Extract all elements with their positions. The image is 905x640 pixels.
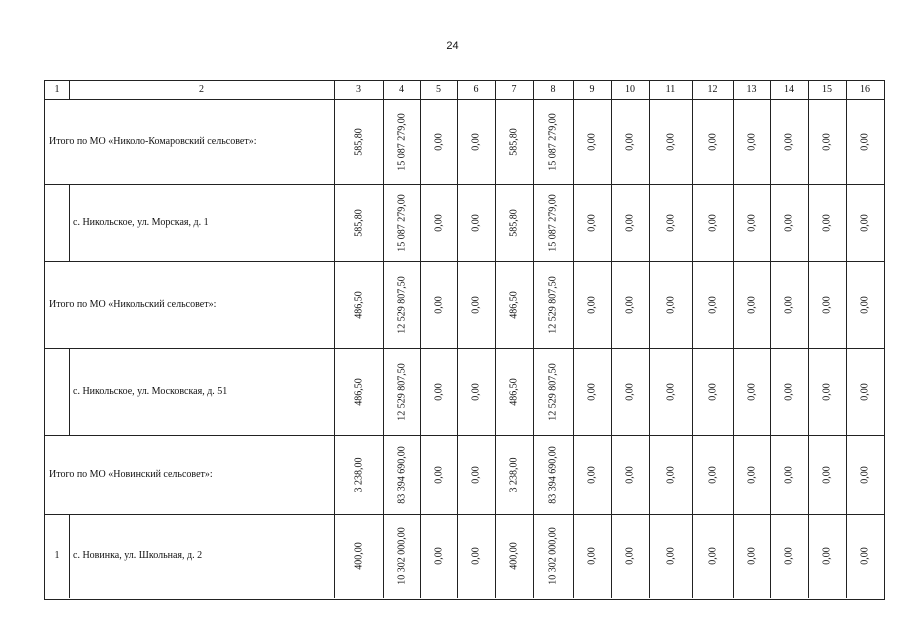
column-header-2: 2 bbox=[199, 84, 204, 95]
row-number: 1 bbox=[54, 550, 60, 561]
value-cell: 0,00 bbox=[433, 382, 444, 401]
value-cell: 12 529 807,50 bbox=[547, 362, 559, 421]
col-divider bbox=[420, 514, 421, 598]
value-cell: 585,80 bbox=[508, 208, 520, 237]
col-divider bbox=[334, 99, 335, 184]
col-divider bbox=[383, 184, 384, 261]
row-divider bbox=[45, 184, 884, 185]
col-divider bbox=[846, 261, 847, 348]
col-divider bbox=[495, 184, 496, 261]
value-cell: 0,00 bbox=[707, 132, 718, 151]
column-header-11: 11 bbox=[665, 84, 676, 95]
col-divider bbox=[334, 348, 335, 435]
col-divider bbox=[692, 99, 693, 184]
col-divider bbox=[383, 261, 384, 348]
value-cell: 3 238,00 bbox=[353, 457, 364, 492]
value-cell: 0,00 bbox=[783, 547, 795, 565]
value-cell: 0,00 bbox=[665, 295, 676, 314]
col-divider bbox=[334, 184, 335, 261]
col-divider bbox=[533, 184, 534, 261]
col-divider bbox=[649, 348, 650, 435]
value-cell: 0,00 bbox=[746, 465, 757, 484]
col-divider bbox=[457, 348, 458, 435]
col-divider bbox=[808, 261, 809, 348]
value-cell: 0,00 bbox=[624, 382, 636, 401]
value-cell: 0,00 bbox=[470, 213, 482, 232]
col-divider bbox=[573, 184, 574, 261]
value-cell: 0,00 bbox=[859, 382, 871, 401]
col-divider bbox=[733, 348, 734, 435]
col-divider bbox=[611, 184, 612, 261]
col-divider bbox=[383, 435, 384, 514]
col-divider bbox=[770, 99, 771, 184]
col-divider bbox=[573, 514, 574, 598]
col-divider bbox=[69, 348, 70, 435]
value-cell: 0,00 bbox=[746, 132, 757, 151]
col-divider bbox=[69, 184, 70, 261]
col-divider bbox=[334, 514, 335, 598]
col-divider bbox=[733, 261, 734, 348]
value-cell: 0,00 bbox=[821, 213, 833, 232]
value-cell: 0,00 bbox=[665, 547, 676, 565]
value-cell: 0,00 bbox=[624, 547, 636, 565]
col-divider bbox=[611, 435, 612, 514]
col-divider bbox=[770, 184, 771, 261]
value-cell: 12 529 807,50 bbox=[396, 362, 407, 421]
value-cell: 0,00 bbox=[821, 295, 833, 314]
col-divider bbox=[808, 514, 809, 598]
col-divider bbox=[533, 99, 534, 184]
col-divider bbox=[334, 261, 335, 348]
value-cell: 12 529 807,50 bbox=[396, 275, 407, 334]
value-cell: 0,00 bbox=[586, 382, 598, 401]
value-cell: 0,00 bbox=[433, 132, 444, 151]
col-divider bbox=[649, 514, 650, 598]
column-header-1: 1 bbox=[54, 84, 60, 95]
column-header-7: 7 bbox=[511, 84, 517, 95]
value-cell: 83 394 690,00 bbox=[396, 445, 407, 504]
value-cell: 0,00 bbox=[707, 213, 718, 232]
value-cell: 486,50 bbox=[508, 377, 520, 406]
value-cell: 0,00 bbox=[859, 132, 871, 151]
value-cell: 0,00 bbox=[586, 295, 598, 314]
value-cell: 0,00 bbox=[821, 382, 833, 401]
value-cell: 0,00 bbox=[624, 213, 636, 232]
col-divider bbox=[649, 261, 650, 348]
value-cell: 0,00 bbox=[665, 132, 676, 151]
page-number: 24 bbox=[446, 40, 459, 52]
col-divider bbox=[420, 348, 421, 435]
value-cell: 0,00 bbox=[586, 132, 598, 151]
col-divider bbox=[457, 99, 458, 184]
value-cell: 0,00 bbox=[433, 465, 444, 484]
value-cell: 0,00 bbox=[470, 295, 482, 314]
column-header-4: 4 bbox=[399, 84, 404, 95]
col-divider bbox=[533, 514, 534, 598]
col-divider bbox=[420, 435, 421, 514]
col-divider bbox=[611, 99, 612, 184]
value-cell: 486,50 bbox=[508, 290, 520, 319]
row-divider bbox=[45, 99, 884, 100]
column-header-14: 14 bbox=[784, 84, 794, 95]
value-cell: 585,80 bbox=[508, 127, 520, 156]
col-divider bbox=[649, 99, 650, 184]
row-divider bbox=[45, 435, 884, 436]
value-cell: 0,00 bbox=[665, 382, 676, 401]
value-cell: 10 302 000,00 bbox=[396, 527, 407, 585]
col-divider bbox=[733, 99, 734, 184]
col-divider bbox=[383, 514, 384, 598]
col-divider bbox=[573, 99, 574, 184]
column-header-9: 9 bbox=[589, 84, 595, 95]
value-cell: 15 087 279,00 bbox=[547, 112, 559, 171]
col-divider bbox=[692, 348, 693, 435]
col-divider bbox=[495, 435, 496, 514]
column-header-5: 5 bbox=[436, 84, 441, 95]
col-divider bbox=[611, 348, 612, 435]
value-cell: 0,00 bbox=[433, 213, 444, 232]
value-cell: 585,80 bbox=[353, 208, 364, 237]
value-cell: 0,00 bbox=[665, 213, 676, 232]
col-divider bbox=[692, 184, 693, 261]
col-divider bbox=[770, 348, 771, 435]
col-divider bbox=[733, 435, 734, 514]
data-table bbox=[44, 80, 885, 600]
value-cell: 3 238,00 bbox=[508, 457, 520, 492]
col-divider bbox=[573, 261, 574, 348]
value-cell: 486,50 bbox=[353, 290, 364, 319]
value-cell: 0,00 bbox=[746, 547, 757, 565]
col-divider bbox=[495, 99, 496, 184]
value-cell: 0,00 bbox=[470, 132, 482, 151]
value-cell: 0,00 bbox=[746, 382, 757, 401]
value-cell: 0,00 bbox=[586, 213, 598, 232]
value-cell: 0,00 bbox=[783, 295, 795, 314]
value-cell: 0,00 bbox=[433, 547, 444, 565]
value-cell: 0,00 bbox=[707, 295, 718, 314]
value-cell: 0,00 bbox=[783, 382, 795, 401]
value-cell: 0,00 bbox=[746, 295, 757, 314]
value-cell: 0,00 bbox=[783, 213, 795, 232]
col-divider bbox=[420, 99, 421, 184]
col-divider bbox=[770, 514, 771, 598]
column-header-3: 3 bbox=[356, 84, 361, 95]
col-divider bbox=[457, 435, 458, 514]
total-row-label: Итого по МО «Никольский сельсовет»: bbox=[49, 298, 217, 310]
col-divider bbox=[692, 435, 693, 514]
col-divider bbox=[495, 514, 496, 598]
value-cell: 0,00 bbox=[783, 465, 795, 484]
value-cell: 12 529 807,50 bbox=[547, 275, 559, 334]
value-cell: 0,00 bbox=[821, 547, 833, 565]
value-cell: 15 087 279,00 bbox=[547, 193, 559, 252]
value-cell: 0,00 bbox=[470, 465, 482, 484]
col-divider bbox=[383, 348, 384, 435]
col-divider bbox=[383, 99, 384, 184]
col-divider bbox=[573, 348, 574, 435]
col-divider bbox=[420, 184, 421, 261]
value-cell: 0,00 bbox=[746, 213, 757, 232]
address-label: с. Никольское, ул. Морская, д. 1 bbox=[73, 216, 209, 228]
col-divider bbox=[770, 435, 771, 514]
col-divider bbox=[808, 435, 809, 514]
value-cell: 15 087 279,00 bbox=[396, 112, 407, 171]
value-cell: 400,00 bbox=[353, 542, 364, 570]
col-divider bbox=[533, 261, 534, 348]
column-header-12: 12 bbox=[707, 84, 718, 95]
col-divider bbox=[846, 184, 847, 261]
column-header-16: 16 bbox=[860, 84, 870, 95]
value-cell: 0,00 bbox=[433, 295, 444, 314]
value-cell: 0,00 bbox=[624, 295, 636, 314]
value-cell: 15 087 279,00 bbox=[396, 193, 407, 252]
col-divider bbox=[808, 99, 809, 184]
address-label: с. Никольское, ул. Московская, д. 51 bbox=[73, 385, 228, 397]
col-divider bbox=[692, 261, 693, 348]
value-cell: 400,00 bbox=[508, 542, 520, 570]
column-header-13: 13 bbox=[746, 84, 757, 95]
col-divider bbox=[420, 261, 421, 348]
column-header-15: 15 bbox=[822, 84, 832, 95]
value-cell: 0,00 bbox=[859, 213, 871, 232]
value-cell: 0,00 bbox=[665, 465, 676, 484]
total-row-label: Итого по МО «Николо-Комаровский сельсовет»: bbox=[49, 135, 257, 147]
value-cell: 0,00 bbox=[586, 465, 598, 484]
col-divider bbox=[495, 261, 496, 348]
col-divider bbox=[457, 261, 458, 348]
value-cell: 0,00 bbox=[624, 132, 636, 151]
value-cell: 0,00 bbox=[859, 465, 871, 484]
total-row-label: Итого по МО «Новинский сельсовет»: bbox=[49, 468, 213, 480]
col-divider bbox=[846, 514, 847, 598]
col-divider bbox=[649, 435, 650, 514]
column-header-10: 10 bbox=[625, 84, 635, 95]
value-cell: 0,00 bbox=[707, 382, 718, 401]
value-cell: 0,00 bbox=[859, 295, 871, 314]
col-divider bbox=[611, 261, 612, 348]
col-divider bbox=[334, 435, 335, 514]
column-header-6: 6 bbox=[473, 84, 479, 95]
value-cell: 0,00 bbox=[707, 547, 718, 565]
col-divider bbox=[846, 435, 847, 514]
col-divider bbox=[573, 435, 574, 514]
row-divider bbox=[45, 348, 884, 349]
value-cell: 0,00 bbox=[783, 132, 795, 151]
value-cell: 0,00 bbox=[821, 465, 833, 484]
value-cell: 83 394 690,00 bbox=[547, 445, 559, 504]
address-label: с. Новинка, ул. Школьная, д. 2 bbox=[73, 550, 203, 561]
col-divider bbox=[846, 99, 847, 184]
col-divider bbox=[733, 514, 734, 598]
col-divider bbox=[611, 514, 612, 598]
col-divider bbox=[495, 348, 496, 435]
col-divider bbox=[808, 348, 809, 435]
value-cell: 486,50 bbox=[353, 377, 364, 406]
col-divider bbox=[69, 514, 70, 598]
row-divider bbox=[45, 514, 884, 515]
col-divider bbox=[533, 348, 534, 435]
row-divider bbox=[45, 261, 884, 262]
value-cell: 0,00 bbox=[859, 547, 871, 565]
col-divider bbox=[649, 184, 650, 261]
col-divider bbox=[846, 348, 847, 435]
column-header-8: 8 bbox=[550, 84, 556, 95]
value-cell: 0,00 bbox=[707, 465, 718, 484]
col-divider bbox=[692, 514, 693, 598]
value-cell: 0,00 bbox=[586, 547, 598, 565]
col-divider bbox=[457, 514, 458, 598]
value-cell: 0,00 bbox=[624, 465, 636, 484]
value-cell: 0,00 bbox=[470, 382, 482, 401]
value-cell: 585,80 bbox=[353, 127, 364, 156]
value-cell: 0,00 bbox=[470, 547, 482, 565]
col-divider bbox=[808, 184, 809, 261]
col-divider bbox=[457, 184, 458, 261]
value-cell: 10 302 000,00 bbox=[547, 527, 559, 585]
col-divider bbox=[533, 435, 534, 514]
col-divider bbox=[733, 184, 734, 261]
value-cell: 0,00 bbox=[821, 132, 833, 151]
col-divider bbox=[770, 261, 771, 348]
